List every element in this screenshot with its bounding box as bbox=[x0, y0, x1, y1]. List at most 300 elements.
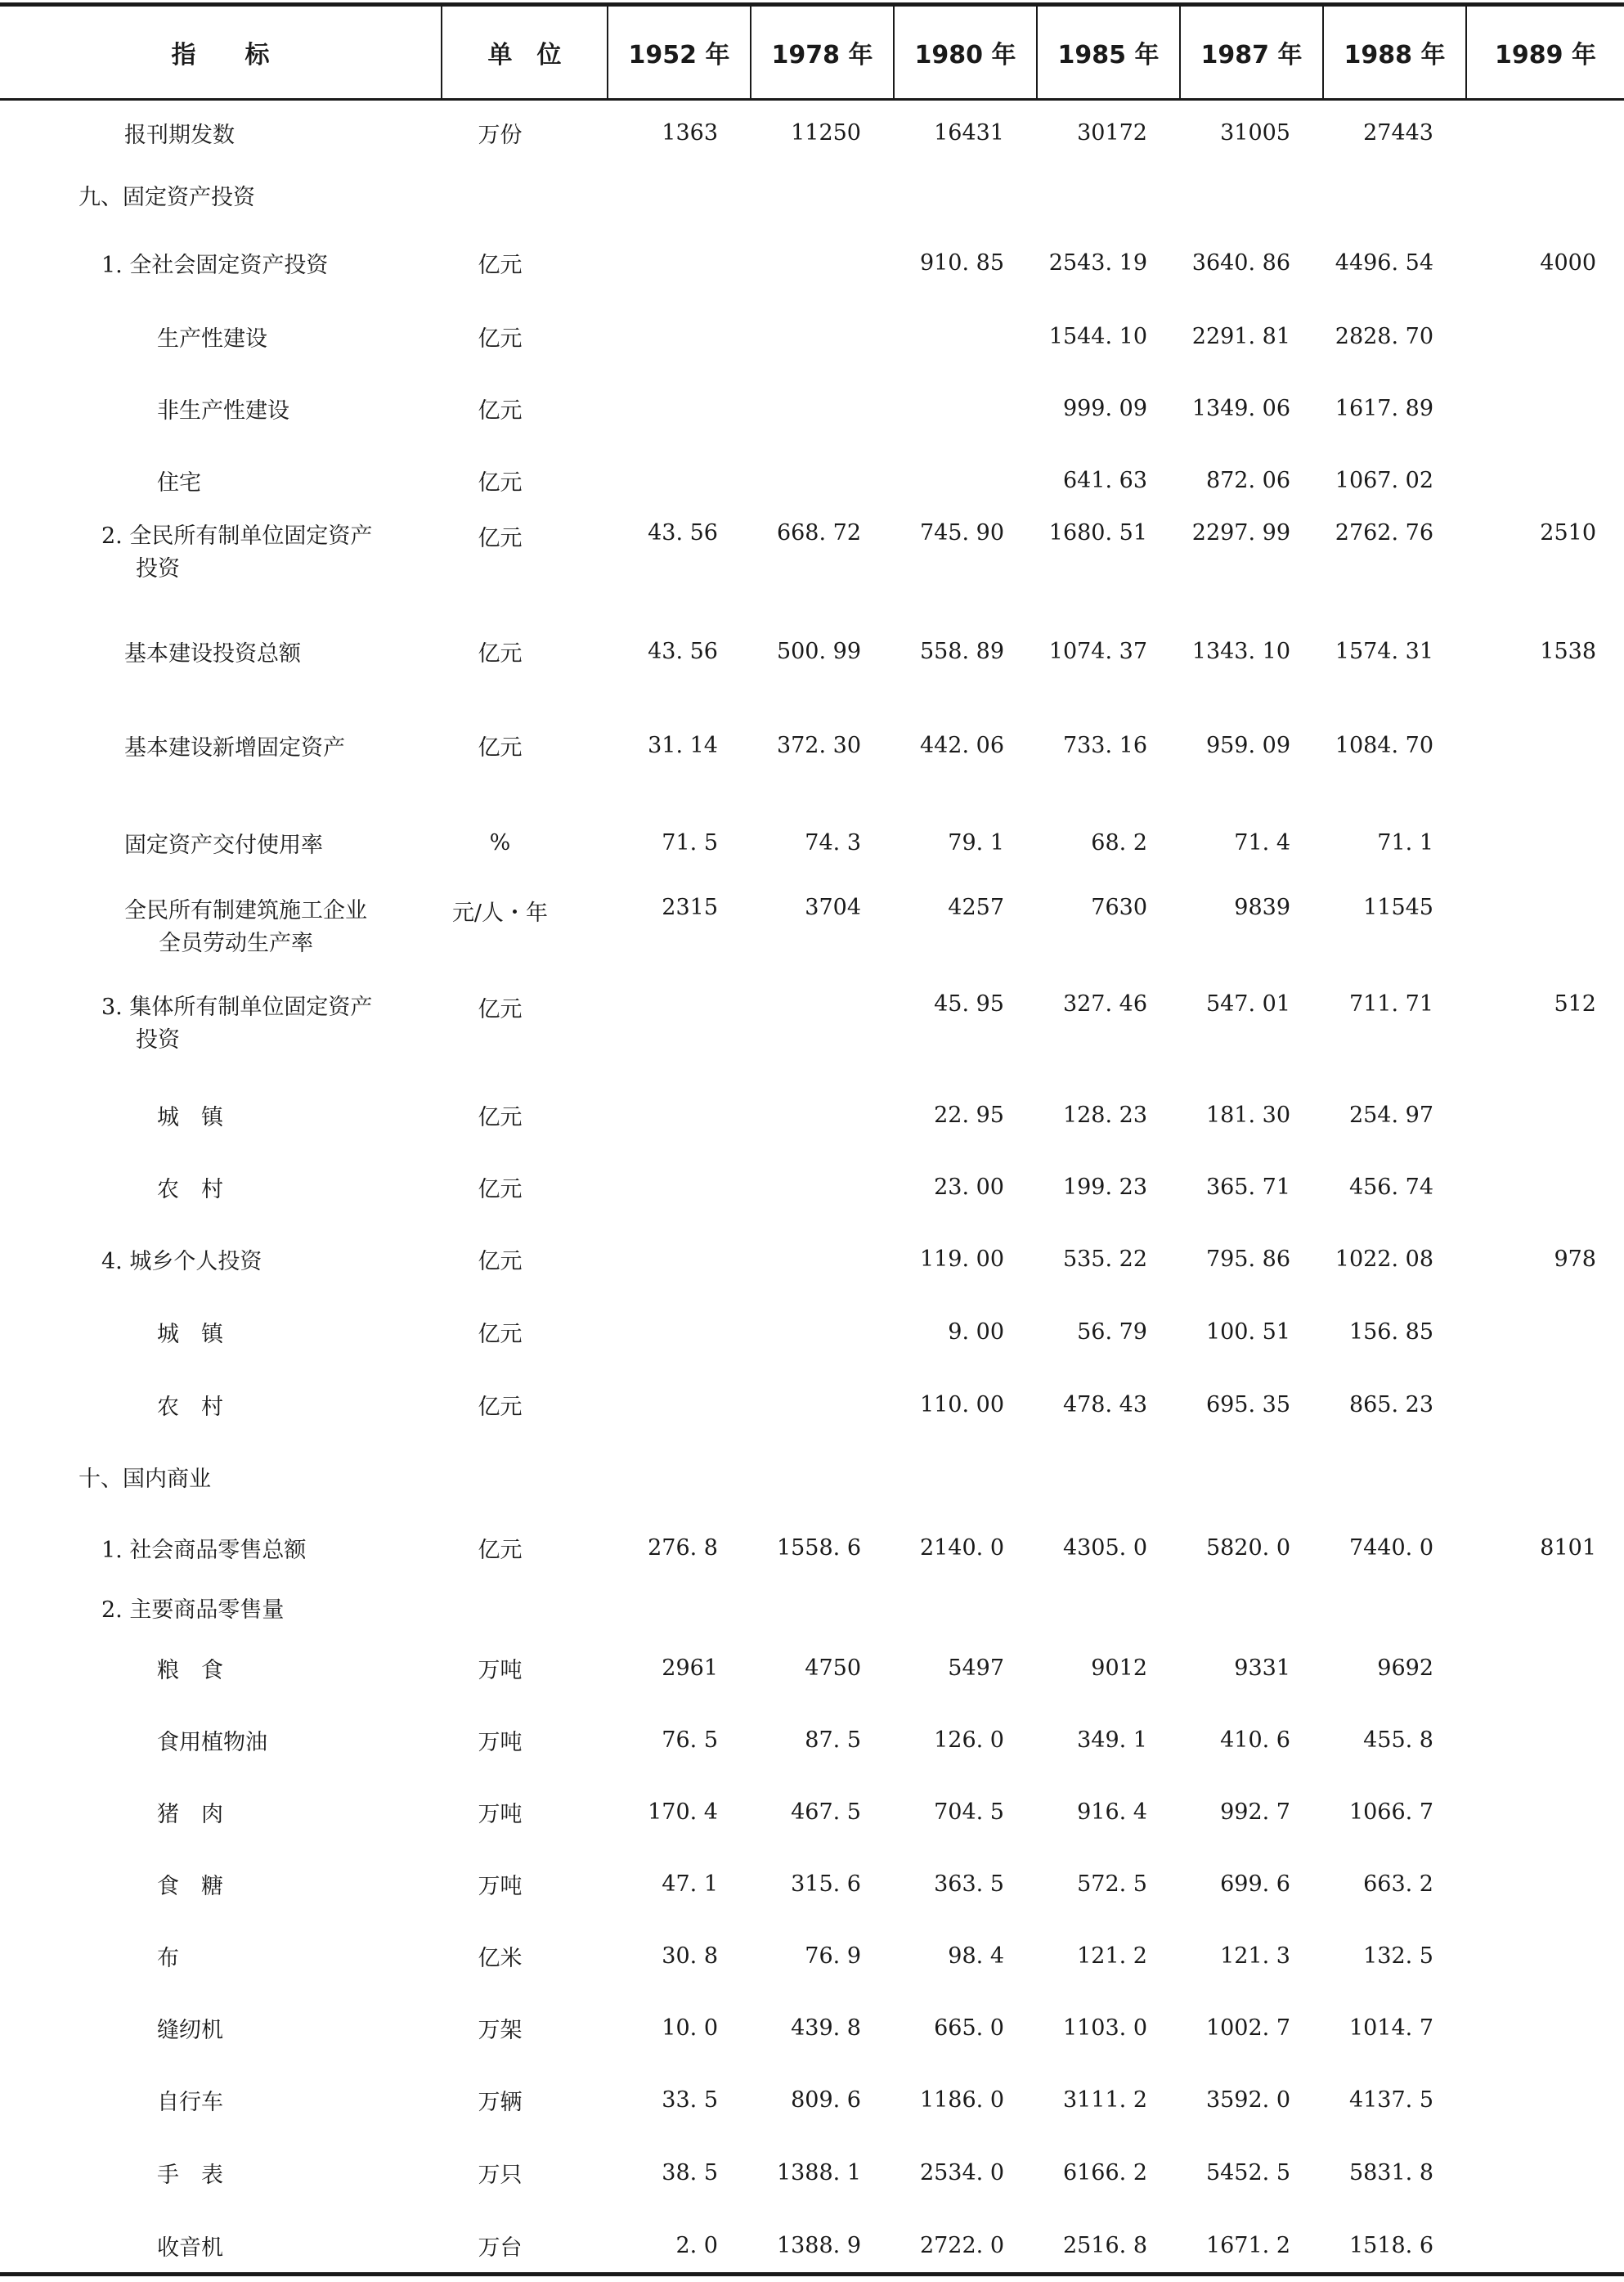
table-row bbox=[0, 1224, 1624, 1296]
value-cell bbox=[751, 988, 894, 1080]
value-cell: 1544. 10 bbox=[1048, 324, 1147, 349]
value-cell: 2510 bbox=[1540, 519, 1596, 546]
value-cell: 4000 bbox=[1540, 250, 1596, 276]
row-label-text: 十、国内商业 bbox=[79, 1467, 211, 1492]
row-label bbox=[0, 226, 442, 301]
row-unit: 亿元 bbox=[478, 525, 523, 551]
row-label-text: 收音机 bbox=[157, 2235, 223, 2261]
value-cell: 2543. 19 bbox=[1048, 250, 1147, 276]
row-label bbox=[0, 697, 442, 795]
row-label-text: 猪 肉 bbox=[157, 1802, 223, 1827]
value-cell: 1186. 0 bbox=[919, 2087, 1004, 2113]
value-cell bbox=[1466, 1705, 1624, 1777]
value-cell: 999. 09 bbox=[1062, 396, 1147, 421]
row-unit bbox=[442, 165, 608, 226]
value-cell: 47. 1 bbox=[662, 1871, 718, 1897]
value-cell: 9692 bbox=[1377, 1655, 1433, 1681]
row-label-text: 食 糖 bbox=[157, 1874, 223, 1899]
value-cell: 363. 5 bbox=[934, 1871, 1004, 1897]
value-cell: 16431 bbox=[934, 119, 1004, 146]
row-label-text: 非生产性建设 bbox=[157, 398, 289, 424]
value-cell: 3704 bbox=[805, 894, 861, 920]
value-cell bbox=[608, 1441, 751, 1513]
row-label-text: 生产性建设 bbox=[157, 326, 267, 352]
row-unit: 元/人・年 bbox=[451, 900, 549, 926]
value-cell: 76. 5 bbox=[662, 1727, 718, 1753]
row-unit: 万份 bbox=[478, 122, 523, 148]
value-cell bbox=[1323, 1441, 1466, 1513]
value-cell: 365. 71 bbox=[1205, 1175, 1290, 1200]
table-row bbox=[0, 1633, 1624, 1705]
table-row bbox=[0, 1513, 1624, 1583]
value-cell: 9012 bbox=[1091, 1655, 1147, 1681]
row-label bbox=[0, 1849, 442, 1920]
value-cell: 87. 5 bbox=[805, 1727, 861, 1753]
row-label bbox=[0, 2136, 442, 2210]
row-label bbox=[0, 165, 442, 226]
row-label bbox=[0, 1224, 442, 1296]
value-cell: 4496. 54 bbox=[1335, 250, 1433, 276]
row-label bbox=[0, 795, 442, 892]
value-cell: 74. 3 bbox=[805, 830, 861, 856]
value-cell: 79. 1 bbox=[948, 830, 1004, 856]
value-cell: 128. 23 bbox=[1062, 1103, 1147, 1128]
value-cell: 56. 79 bbox=[1077, 1319, 1147, 1345]
value-cell: 199. 23 bbox=[1062, 1175, 1147, 1200]
table-row bbox=[0, 1583, 1624, 1633]
table-row bbox=[0, 607, 1624, 697]
value-cell: 1558. 6 bbox=[776, 1535, 861, 1561]
row-label bbox=[0, 1992, 442, 2064]
row-unit: 万吨 bbox=[478, 1658, 523, 1683]
value-cell bbox=[751, 373, 894, 445]
row-unit: 万辆 bbox=[478, 2090, 523, 2115]
value-cell: 9331 bbox=[1234, 1655, 1290, 1681]
value-cell: 349. 1 bbox=[1077, 1727, 1147, 1753]
value-cell: 547. 01 bbox=[1205, 991, 1290, 1017]
value-cell bbox=[1466, 1633, 1624, 1705]
value-cell: 5452. 5 bbox=[1205, 2160, 1290, 2185]
value-cell: 641. 63 bbox=[1062, 468, 1147, 493]
row-label-text: 城 镇 bbox=[157, 1105, 223, 1130]
value-cell: 410. 6 bbox=[1220, 1727, 1290, 1753]
value-cell: 3111. 2 bbox=[1062, 2087, 1147, 2113]
value-cell: 1084. 70 bbox=[1335, 733, 1433, 758]
value-cell: 119. 00 bbox=[919, 1247, 1004, 1272]
value-cell bbox=[1466, 1583, 1624, 1633]
value-cell: 43. 56 bbox=[648, 639, 718, 664]
table-row bbox=[0, 1992, 1624, 2064]
value-cell: 1388. 1 bbox=[776, 2160, 861, 2185]
value-cell bbox=[608, 1224, 751, 1296]
value-cell: 558. 89 bbox=[919, 639, 1004, 664]
value-cell bbox=[751, 301, 894, 373]
value-cell: 7630 bbox=[1091, 894, 1147, 920]
value-cell: 455. 8 bbox=[1363, 1727, 1433, 1753]
value-cell bbox=[1180, 165, 1323, 226]
value-cell: 1343. 10 bbox=[1191, 639, 1290, 664]
row-label-text: 农 村 bbox=[157, 1177, 223, 1202]
value-cell: 2291. 81 bbox=[1191, 324, 1290, 349]
value-cell: 745. 90 bbox=[919, 519, 1004, 546]
value-cell: 695. 35 bbox=[1205, 1392, 1290, 1417]
header-year: 1978 年 bbox=[751, 7, 894, 100]
value-cell: 992. 7 bbox=[1220, 1799, 1290, 1825]
value-cell: 71. 1 bbox=[1377, 830, 1433, 856]
row-unit: 亿元 bbox=[478, 326, 523, 352]
value-cell bbox=[751, 1296, 894, 1369]
value-cell: 1671. 2 bbox=[1205, 2233, 1290, 2258]
value-cell: 23. 00 bbox=[934, 1175, 1004, 1200]
header-indicator: 指 标 bbox=[0, 7, 442, 100]
value-cell: 959. 09 bbox=[1205, 733, 1290, 758]
value-cell bbox=[1466, 1849, 1624, 1920]
row-unit: 亿元 bbox=[478, 398, 523, 424]
value-cell bbox=[1466, 1441, 1624, 1513]
value-cell: 254. 97 bbox=[1348, 1103, 1433, 1128]
value-cell: 372. 30 bbox=[776, 733, 861, 758]
table-row bbox=[0, 2136, 1624, 2210]
row-unit: 亿元 bbox=[478, 1322, 523, 1347]
value-cell bbox=[894, 445, 1037, 517]
row-label bbox=[0, 1513, 442, 1583]
value-cell: 121. 3 bbox=[1220, 1943, 1290, 1969]
value-cell: 910. 85 bbox=[919, 250, 1004, 276]
value-cell bbox=[608, 988, 751, 1080]
value-cell: 121. 2 bbox=[1077, 1943, 1147, 1969]
table-row bbox=[0, 697, 1624, 795]
value-cell: 156. 85 bbox=[1348, 1319, 1433, 1345]
value-cell: 3592. 0 bbox=[1205, 2087, 1290, 2113]
value-cell: 872. 06 bbox=[1205, 468, 1290, 493]
value-cell: 71. 5 bbox=[662, 830, 718, 856]
value-cell: 1617. 89 bbox=[1335, 396, 1433, 421]
value-cell: 22. 95 bbox=[934, 1103, 1004, 1128]
value-cell: 6166. 2 bbox=[1062, 2160, 1147, 2185]
value-cell bbox=[1180, 1583, 1323, 1633]
row-label bbox=[0, 607, 442, 697]
row-unit: 万只 bbox=[478, 2163, 523, 2188]
row-label-text: 1. 社会商品零售总额 bbox=[101, 1538, 307, 1563]
row-unit: 亿元 bbox=[478, 735, 523, 761]
value-cell: 733. 16 bbox=[1062, 733, 1147, 758]
value-cell: 1349. 06 bbox=[1191, 396, 1290, 421]
row-unit: 万架 bbox=[478, 2018, 523, 2043]
table-row bbox=[0, 1152, 1624, 1224]
row-label-text: 九、固定资产投资 bbox=[79, 185, 255, 210]
value-cell: 2828. 70 bbox=[1335, 324, 1433, 349]
value-cell bbox=[608, 165, 751, 226]
row-label bbox=[0, 1777, 442, 1849]
value-cell bbox=[894, 1583, 1037, 1633]
value-cell bbox=[608, 445, 751, 517]
table-row bbox=[0, 1369, 1624, 1441]
table-row bbox=[0, 373, 1624, 445]
table-row bbox=[0, 1849, 1624, 1920]
value-cell: 665. 0 bbox=[934, 2015, 1004, 2041]
value-cell: 2516. 8 bbox=[1062, 2233, 1147, 2258]
row-unit: 亿元 bbox=[478, 1538, 523, 1563]
value-cell: 668. 72 bbox=[776, 519, 861, 546]
row-label-text: 农 村 bbox=[157, 1395, 223, 1420]
value-cell bbox=[1466, 165, 1624, 226]
value-cell: 2762. 76 bbox=[1335, 519, 1433, 546]
row-label bbox=[0, 1152, 442, 1224]
value-cell bbox=[751, 165, 894, 226]
value-cell: 11250 bbox=[791, 119, 861, 146]
value-cell: 1022. 08 bbox=[1335, 1247, 1433, 1272]
value-cell: 1680. 51 bbox=[1048, 519, 1147, 546]
value-cell bbox=[608, 1152, 751, 1224]
value-cell: 4750 bbox=[805, 1655, 861, 1681]
row-label-text: 自行车 bbox=[157, 2090, 223, 2115]
row-label-continuation: 投资 bbox=[136, 555, 180, 582]
value-cell bbox=[1466, 1080, 1624, 1152]
row-label-text: 住宅 bbox=[157, 470, 201, 496]
row-label bbox=[0, 892, 442, 988]
value-cell: 1518. 6 bbox=[1348, 2233, 1433, 2258]
value-cell: 181. 30 bbox=[1205, 1103, 1290, 1128]
value-cell: 7440. 0 bbox=[1348, 1535, 1433, 1561]
value-cell: 2722. 0 bbox=[919, 2233, 1004, 2258]
value-cell bbox=[1466, 1369, 1624, 1441]
value-cell: 9. 00 bbox=[948, 1319, 1004, 1345]
row-label-text: 3. 集体所有制单位固定资产 bbox=[101, 994, 373, 1020]
row-label bbox=[0, 2064, 442, 2136]
row-label-text: 报刊期发数 bbox=[124, 122, 235, 148]
row-label-text: 粮 食 bbox=[157, 1658, 223, 1683]
value-cell: 1002. 7 bbox=[1205, 2015, 1290, 2041]
value-cell: 865. 23 bbox=[1348, 1392, 1433, 1417]
header-row bbox=[0, 7, 1624, 100]
row-label-text: 城 镇 bbox=[157, 1322, 223, 1347]
row-unit: 亿元 bbox=[478, 470, 523, 496]
value-cell bbox=[608, 373, 751, 445]
value-cell: 38. 5 bbox=[662, 2160, 718, 2185]
value-cell: 5831. 8 bbox=[1348, 2160, 1433, 2185]
header-year: 1989 年 bbox=[1466, 7, 1624, 100]
row-label bbox=[0, 517, 442, 607]
row-label-text: 固定资产交付使用率 bbox=[124, 833, 323, 858]
value-cell bbox=[1466, 301, 1624, 373]
table-row bbox=[0, 517, 1624, 607]
row-label bbox=[0, 1369, 442, 1441]
value-cell bbox=[751, 1441, 894, 1513]
value-cell: 1066. 7 bbox=[1348, 1799, 1433, 1825]
value-cell: 2297. 99 bbox=[1191, 519, 1290, 546]
value-cell bbox=[1466, 1920, 1624, 1992]
bottom-rule bbox=[0, 2272, 1624, 2276]
value-cell: 68. 2 bbox=[1091, 830, 1147, 856]
row-unit: 亿元 bbox=[478, 641, 523, 667]
row-label-text: 手 表 bbox=[157, 2163, 223, 2188]
row-label-text: 食用植物油 bbox=[157, 1730, 267, 1755]
value-cell bbox=[1466, 697, 1624, 795]
value-cell: 663. 2 bbox=[1363, 1871, 1433, 1897]
row-unit bbox=[442, 1441, 608, 1513]
value-cell bbox=[608, 226, 751, 301]
row-label bbox=[0, 100, 442, 165]
value-cell: 2. 0 bbox=[675, 2233, 718, 2258]
value-cell bbox=[1037, 1441, 1180, 1513]
value-cell: 98. 4 bbox=[948, 1943, 1004, 1969]
value-cell: 1388. 9 bbox=[776, 2233, 861, 2258]
value-cell: 71. 4 bbox=[1234, 830, 1290, 856]
value-cell bbox=[1466, 445, 1624, 517]
value-cell: 512 bbox=[1554, 991, 1596, 1017]
table-row bbox=[0, 226, 1624, 301]
value-cell: 4137. 5 bbox=[1348, 2087, 1433, 2113]
value-cell: 572. 5 bbox=[1077, 1871, 1147, 1897]
value-cell: 327. 46 bbox=[1062, 991, 1147, 1017]
row-label-text: 2. 全民所有制单位固定资产 bbox=[101, 523, 373, 549]
value-cell bbox=[751, 445, 894, 517]
value-cell: 132. 5 bbox=[1363, 1943, 1433, 1969]
value-cell: 1538 bbox=[1540, 639, 1596, 664]
value-cell: 1067. 02 bbox=[1335, 468, 1433, 493]
table-row bbox=[0, 445, 1624, 517]
value-cell bbox=[1037, 1583, 1180, 1633]
value-cell bbox=[1466, 892, 1624, 988]
value-cell: 1014. 7 bbox=[1348, 2015, 1433, 2041]
value-cell bbox=[1466, 1992, 1624, 2064]
value-cell bbox=[894, 373, 1037, 445]
value-cell bbox=[751, 1224, 894, 1296]
value-cell: 126. 0 bbox=[934, 1727, 1004, 1753]
row-label-text: 基本建设新增固定资产 bbox=[124, 735, 345, 761]
value-cell: 4257 bbox=[948, 894, 1004, 920]
value-cell bbox=[1037, 165, 1180, 226]
row-unit: 亿元 bbox=[478, 996, 523, 1022]
row-label bbox=[0, 301, 442, 373]
value-cell: 699. 6 bbox=[1220, 1871, 1290, 1897]
header-year: 1987 年 bbox=[1180, 7, 1323, 100]
value-cell: 4305. 0 bbox=[1062, 1535, 1147, 1561]
statistics-table bbox=[0, 7, 1624, 2282]
value-cell: 978 bbox=[1554, 1247, 1596, 1272]
value-cell: 3640. 86 bbox=[1191, 250, 1290, 276]
value-cell: 45. 95 bbox=[934, 991, 1004, 1017]
row-label bbox=[0, 1633, 442, 1705]
table-row bbox=[0, 795, 1624, 892]
table-row bbox=[0, 1920, 1624, 1992]
value-cell bbox=[751, 226, 894, 301]
row-label bbox=[0, 445, 442, 517]
row-unit: % bbox=[489, 830, 511, 856]
value-cell: 1103. 0 bbox=[1062, 2015, 1147, 2041]
value-cell bbox=[1466, 1777, 1624, 1849]
row-label bbox=[0, 2210, 442, 2282]
row-unit: 亿元 bbox=[478, 1105, 523, 1130]
value-cell: 500. 99 bbox=[776, 639, 861, 664]
value-cell: 30172 bbox=[1077, 119, 1147, 146]
row-label bbox=[0, 1920, 442, 1992]
value-cell: 916. 4 bbox=[1077, 1799, 1147, 1825]
value-cell bbox=[1466, 2210, 1624, 2282]
row-unit: 亿元 bbox=[478, 253, 523, 278]
value-cell bbox=[608, 1296, 751, 1369]
header-year: 1988 年 bbox=[1323, 7, 1466, 100]
table-row bbox=[0, 988, 1624, 1080]
value-cell bbox=[894, 165, 1037, 226]
row-unit: 万吨 bbox=[478, 1730, 523, 1755]
value-cell: 27443 bbox=[1363, 119, 1433, 146]
value-cell bbox=[751, 1583, 894, 1633]
value-cell bbox=[1323, 1583, 1466, 1633]
value-cell: 276. 8 bbox=[648, 1535, 718, 1561]
value-cell bbox=[1323, 165, 1466, 226]
value-cell: 9839 bbox=[1234, 894, 1290, 920]
value-cell: 535. 22 bbox=[1062, 1247, 1147, 1272]
value-cell bbox=[1466, 1296, 1624, 1369]
row-label-text: 1. 全社会固定资产投资 bbox=[101, 253, 329, 278]
value-cell: 2315 bbox=[662, 894, 718, 920]
row-unit: 万吨 bbox=[478, 1874, 523, 1899]
value-cell: 795. 86 bbox=[1205, 1247, 1290, 1272]
row-unit: 亿元 bbox=[478, 1395, 523, 1420]
row-unit: 万台 bbox=[478, 2235, 523, 2261]
value-cell bbox=[751, 1152, 894, 1224]
header-year: 1985 年 bbox=[1037, 7, 1180, 100]
value-cell bbox=[608, 1583, 751, 1633]
value-cell: 2534. 0 bbox=[919, 2160, 1004, 2185]
value-cell bbox=[608, 1369, 751, 1441]
row-label-text: 基本建设投资总额 bbox=[124, 641, 301, 667]
row-label-continuation: 全员劳动生产率 bbox=[159, 930, 313, 956]
value-cell: 5820. 0 bbox=[1205, 1535, 1290, 1561]
value-cell bbox=[1466, 2136, 1624, 2210]
row-unit: 万吨 bbox=[478, 1802, 523, 1827]
value-cell: 10. 0 bbox=[662, 2015, 718, 2041]
value-cell: 456. 74 bbox=[1348, 1175, 1433, 1200]
value-cell: 1363 bbox=[662, 119, 718, 146]
value-cell: 2140. 0 bbox=[919, 1535, 1004, 1561]
value-cell: 76. 9 bbox=[805, 1943, 861, 1969]
value-cell: 704. 5 bbox=[934, 1799, 1004, 1825]
header-year: 1952 年 bbox=[608, 7, 751, 100]
value-cell: 1074. 37 bbox=[1048, 639, 1147, 664]
row-label bbox=[0, 1080, 442, 1152]
table-row bbox=[0, 1441, 1624, 1513]
value-cell bbox=[751, 1369, 894, 1441]
table-row bbox=[0, 1296, 1624, 1369]
table-row bbox=[0, 301, 1624, 373]
value-cell bbox=[1466, 100, 1624, 165]
header-unit: 单 位 bbox=[442, 7, 608, 100]
table-row bbox=[0, 1080, 1624, 1152]
row-label bbox=[0, 988, 442, 1080]
row-label-text: 全民所有制建筑施工企业 bbox=[124, 897, 367, 923]
value-cell: 5497 bbox=[948, 1655, 1004, 1681]
table-row bbox=[0, 1705, 1624, 1777]
value-cell bbox=[751, 1080, 894, 1152]
value-cell: 1574. 31 bbox=[1335, 639, 1433, 664]
value-cell: 110. 00 bbox=[919, 1392, 1004, 1417]
value-cell bbox=[608, 1080, 751, 1152]
row-unit: 亿元 bbox=[478, 1249, 523, 1274]
row-unit: 亿米 bbox=[478, 1946, 523, 1971]
value-cell: 30. 8 bbox=[662, 1943, 718, 1969]
row-label-text: 2. 主要商品零售量 bbox=[101, 1597, 285, 1623]
value-cell: 31005 bbox=[1220, 119, 1290, 146]
value-cell bbox=[894, 1441, 1037, 1513]
value-cell bbox=[894, 301, 1037, 373]
value-cell bbox=[1466, 2064, 1624, 2136]
table-row bbox=[0, 1777, 1624, 1849]
value-cell bbox=[1466, 795, 1624, 892]
row-unit: 亿元 bbox=[478, 1177, 523, 1202]
value-cell: 33. 5 bbox=[662, 2087, 718, 2113]
